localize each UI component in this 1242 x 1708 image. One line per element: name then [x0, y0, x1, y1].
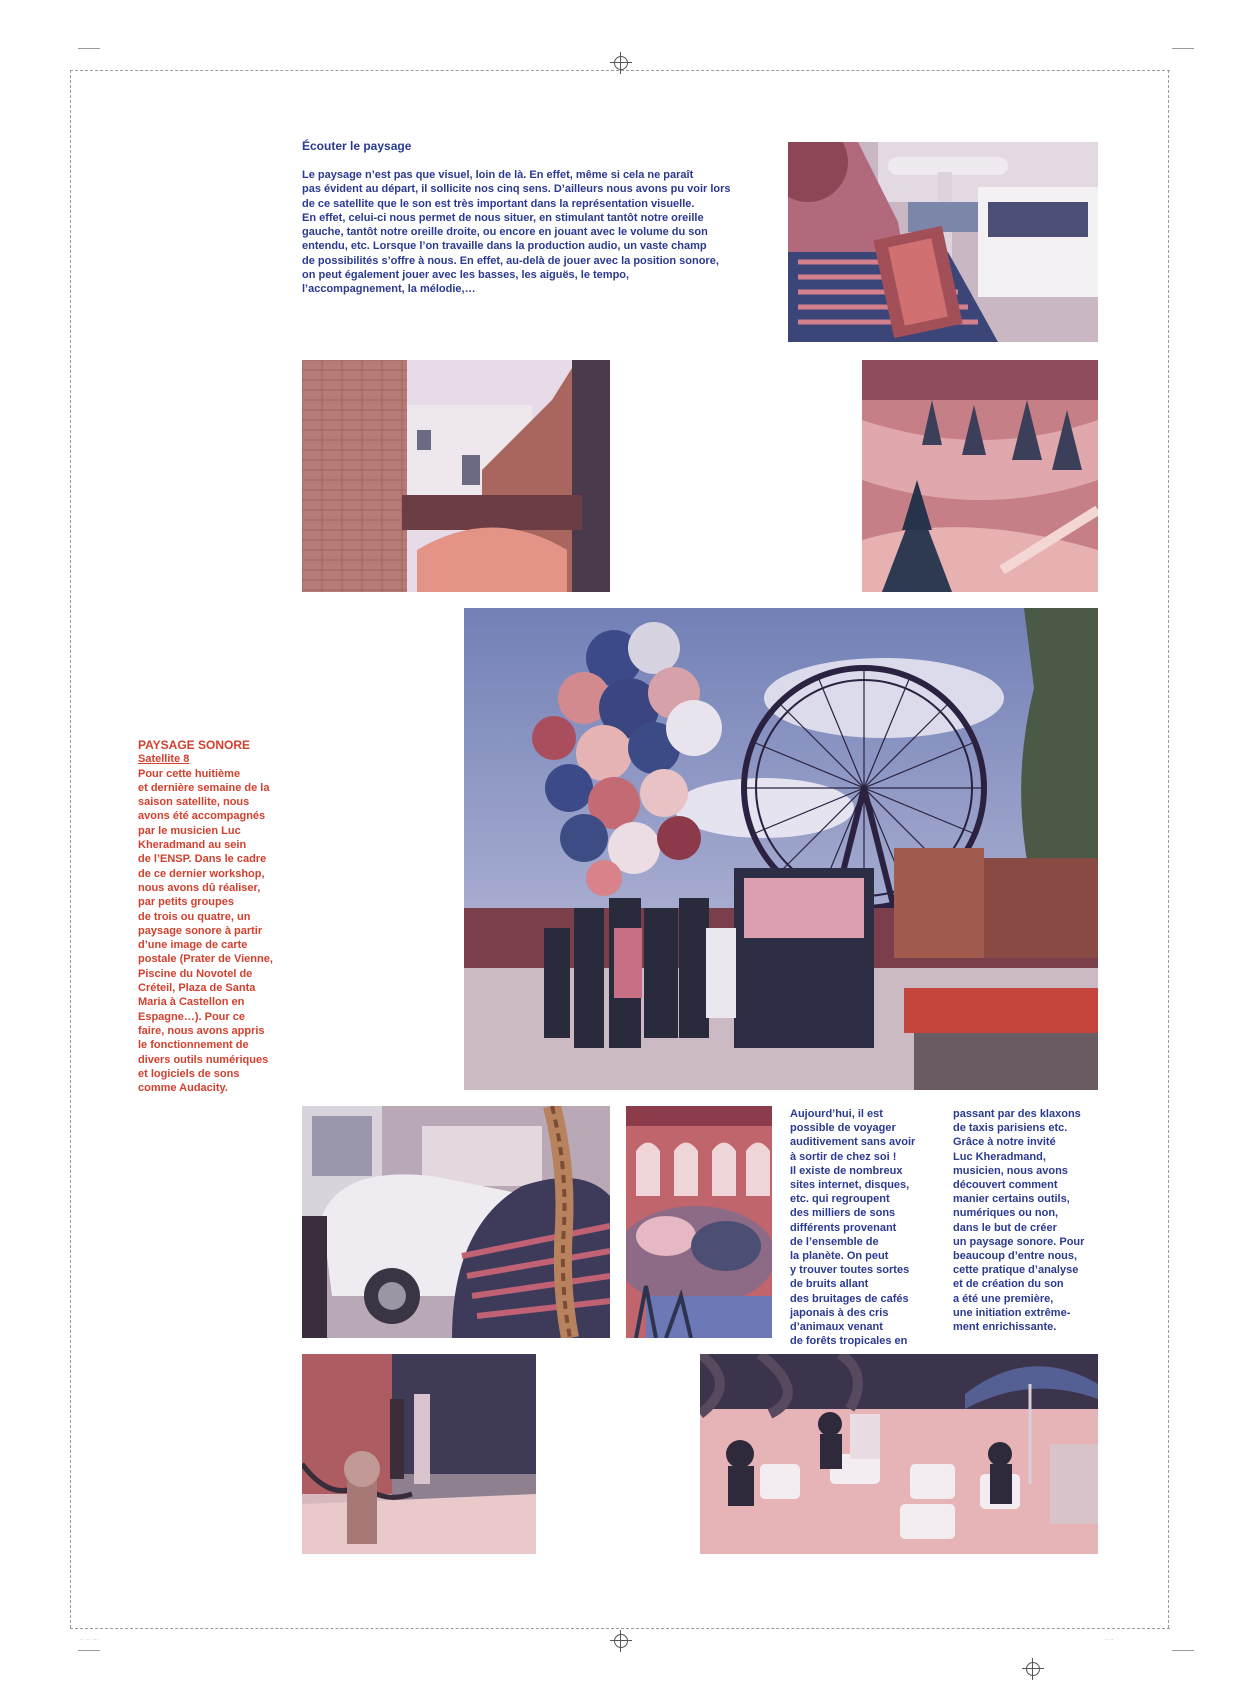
crop-mark [1172, 1650, 1194, 1651]
print-slug: ·· ·· ··· [80, 1637, 99, 1643]
registration-mark-icon [614, 1634, 628, 1648]
body-column-right: passant par des klaxons de taxis parisiens etc. Grâce à notre invité Luc Kheradmand, musicien, nous avons découvert comment manier certains outils, numériques ou non, dans le but de créer un paysage sonore. Pour beaucoup d’entre nous, cette pratique d’analyse et de création du son a été une première, une initiation extrême- ment enrichissante. [953, 1108, 1085, 1334]
trim-line-bottom [70, 1628, 1170, 1629]
photo-formal-garden [862, 360, 1098, 592]
photo-bus-station [788, 142, 1098, 342]
crop-mark [1172, 48, 1194, 49]
registration-mark-icon [1026, 1662, 1040, 1676]
section-title: Écouter le paysage [302, 139, 412, 153]
intro-paragraph: Le paysage n’est pas que visuel, loin de là. En effet, même si cela ne paraît pas évident au départ, il sollicite nos cinq sens. D’ailleurs nous avons pu voir lors de ce satellite que le son est très important dans la représentation visuelle. En effet, celui-ci nous permet de nous situer, en stimulant tantôt notre oreille gauche, tantôt notre oreille droite, ou encore en jouant avec le volume du son entendu, etc. Lorsque l’on travaille dans la production audio, un vaste champ de possibilités s’offre à nous. En effet, au-delà de jouer avec la position sonore, on peut également jouer avec les basses, les aiguës, le tempo, l’accompagnement, la mélodie,… [302, 169, 731, 296]
crop-mark [78, 1650, 100, 1651]
sidebar-body: Pour cette huitième et dernière semaine de la saison satellite, nous avons été accompagnés par le musicien Luc Kheradmand au sein de l’ENSP. Dans le cadre de ce dernier workshop, nous avons dû réaliser, par petits groupes de trois ou quatre, un paysage sonore à partir d’une image de carte postale (Prater de Vienne, Piscine du Novotel de Créteil, Plaza de Santa Maria à Castellon en Espagne…). Pour ce faire, nous avons appris le fonctionnement de divers outils numériques et logiciels de sons comme Audacity. [138, 767, 273, 1095]
print-slug-right: ·· ·· [1105, 1637, 1114, 1643]
registration-mark-icon [614, 56, 628, 70]
crop-mark [78, 48, 100, 49]
body-column-left: Aujourd’hui, il est possible de voyager auditivement sans avoir à sortir de chez soi ! Il existe de nombreux sites internet, disques, etc. qui regroupent des milliers de sons différents provenant de l’ensemble de la planète. On peut y trouver toutes sortes de bruits allant des bruitages de cafés japonais à des cris d’animaux venant de forêts tropicales en [790, 1108, 916, 1348]
photo-cafe-terrace [700, 1354, 1098, 1554]
photo-arcade-garden [626, 1106, 772, 1338]
sidebar-box [138, 738, 298, 1095]
photo-plaza-bollards [302, 1354, 536, 1554]
trim-line-right [1168, 70, 1169, 1628]
photo-car-braid [302, 1106, 610, 1338]
photo-stone-arch [302, 360, 610, 592]
sidebar-subtitle: Satellite 8 [138, 753, 190, 766]
sidebar-title: PAYSAGE SONORE [138, 738, 251, 752]
photo-prater-ferris-wheel [464, 608, 1098, 1090]
trim-line-left [70, 70, 71, 1628]
